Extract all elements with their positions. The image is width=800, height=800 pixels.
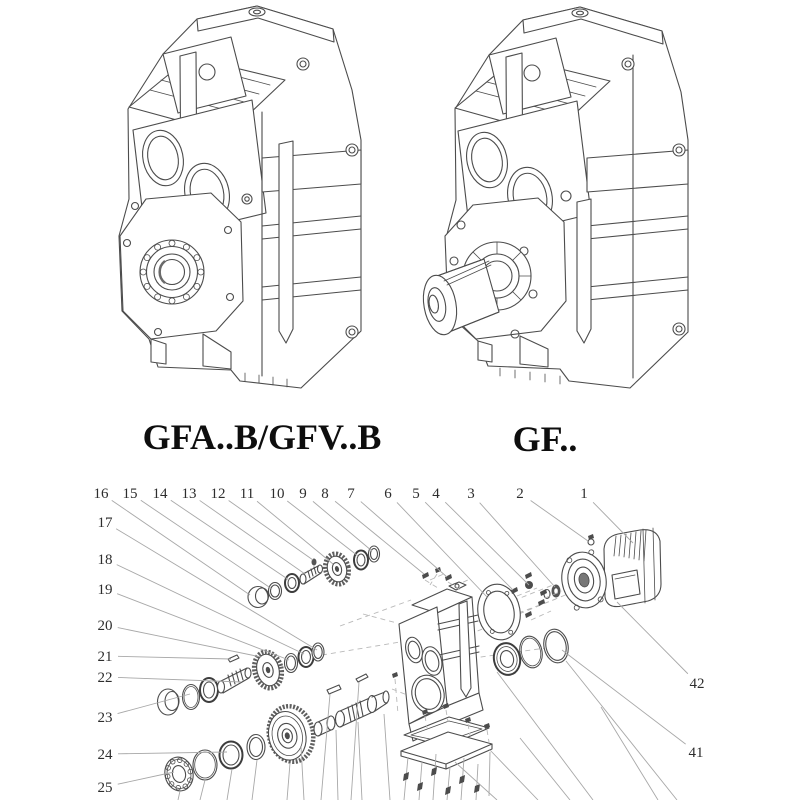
callout-number-16: 16 — [93, 486, 109, 502]
housing — [392, 582, 483, 741]
bolt-hole — [199, 64, 215, 80]
callout-number-8: 8 — [321, 486, 329, 502]
callout-number-19: 19 — [97, 582, 113, 598]
output-shaft-parts — [162, 674, 389, 794]
callout-number-20: 20 — [97, 618, 113, 634]
callout-leader-3 — [480, 503, 555, 587]
callout-number-42: 42 — [689, 676, 705, 692]
callout-number-24: 24 — [97, 747, 113, 763]
callout-number-14: 14 — [152, 486, 168, 502]
callout-leader-20 — [118, 628, 261, 657]
callout-number-15: 15 — [122, 486, 138, 502]
callout-number-13: 13 — [181, 486, 197, 502]
callout-leader-6 — [397, 502, 488, 598]
callout-leader-16 — [112, 500, 250, 595]
callout-number-25: 25 — [97, 780, 113, 796]
callout-leader-15 — [141, 500, 272, 589]
callout-number-22: 22 — [97, 670, 113, 686]
callout-number-41: 41 — [688, 745, 704, 761]
callout-number-10: 10 — [269, 486, 285, 502]
callout-leader-18 — [117, 565, 304, 654]
output-bearing-front — [140, 240, 204, 304]
callout-leader-12 — [229, 500, 313, 560]
callout-leader-14 — [171, 500, 289, 580]
callout-leader-11 — [257, 501, 333, 564]
callout-number-4: 4 — [432, 486, 440, 502]
callout-layer — [94, 486, 705, 796]
callout-number-6: 6 — [384, 486, 392, 502]
callout-number-5: 5 — [412, 486, 420, 502]
callout-number-11: 11 — [239, 486, 255, 502]
callout-number-21: 21 — [97, 649, 113, 665]
input-shaft-parts — [248, 546, 380, 608]
exploded-parts-diagram — [94, 486, 705, 800]
callout-number-18: 18 — [97, 552, 113, 568]
callout-number-7: 7 — [347, 486, 355, 502]
callout-leader-42 — [617, 602, 688, 674]
callout-leader-24 — [118, 752, 227, 754]
callout-number-12: 12 — [210, 486, 226, 502]
intermediate-shaft-parts — [158, 643, 325, 715]
model-label-right: GF.. — [512, 419, 578, 459]
callout-number-9: 9 — [299, 486, 307, 502]
model-label-left: GFA..B/GFV..B — [142, 417, 382, 457]
callout-leader-2 — [531, 500, 588, 541]
gearbox-drawing-left — [119, 6, 361, 388]
callout-leader-21 — [118, 656, 231, 659]
callout-number-1: 1 — [580, 486, 588, 502]
callout-number-23: 23 — [97, 710, 113, 726]
callout-number-17: 17 — [97, 515, 113, 531]
motor — [544, 528, 661, 612]
callout-leader-7 — [361, 502, 447, 577]
callout-leader-41 — [562, 650, 686, 744]
callout-number-3: 3 — [467, 486, 475, 502]
callout-number-2: 2 — [516, 486, 524, 502]
callout-leader-13 — [200, 500, 305, 574]
gearbox-drawing-right — [419, 7, 688, 388]
